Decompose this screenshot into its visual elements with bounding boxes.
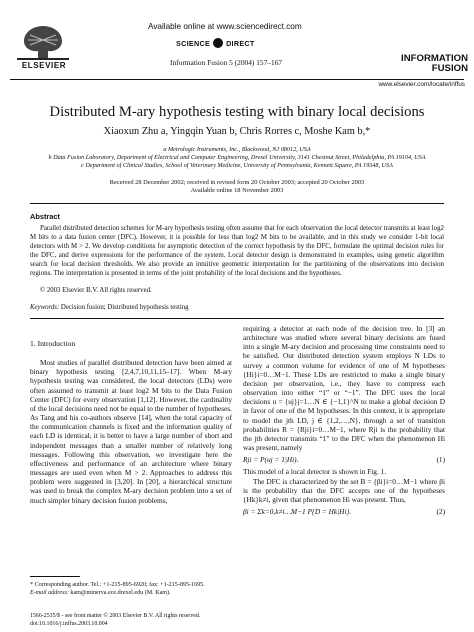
email-address[interactable]: kam@minerva.ece.drexel.edu (M. Kam). bbox=[70, 590, 171, 596]
abstract-text: Parallel distributed detection schemes for M-ary hypothesis testing often assume that for each observation the local detector transmits at least log2 M bits to a data fusion center (DFC). However, it is possible for less than log2 M bits to be available, and in this study we consider 1-bit local detectors with M > 2. We develop conditions for asymptotic detection of the correct hypothesis by the DFC, formulate the optimal decision rules for the DFC, and derive expressions for the performance of the system. Local detector design is demonstrated in examples, using genetic algorithm search for local decision thresholds. We also provide an intuitive geometric interpretation for the partitioning of the observations into decision regions. The interpretation is presented in terms of the joint probability of the local decisions and the hypotheses. bbox=[30, 225, 444, 278]
footnote bbox=[30, 581, 232, 597]
keywords-label: Keywords: bbox=[30, 304, 60, 311]
equation-1-body: Rji = P(uj = 1|Hi). bbox=[243, 455, 299, 465]
online-date: Available online 18 November 2003 bbox=[190, 187, 284, 194]
received-dates: Received 28 December 2002; received in revised form 20 October 2003; accepted 20 October 2003 bbox=[109, 179, 365, 186]
keywords-text: Decision fusion; Distributed hypothesis testing bbox=[60, 304, 189, 311]
section-heading: 1. Introduction bbox=[30, 339, 76, 348]
intro-paragraph-left: Most studies of parallel distributed detection have been aimed at binary hypothesis testing [2,4,7,10,11,15–17]. When M-ary hypothesis testing was considered, the local detectors (LDs) were often assumed to transmit at least log2 M bits to the Data Fusion Center (DFC) for every observation [1,12]. However, the cardinality of the local decisions need not be equal to the number of hypotheses. As Tang and his co-authors observe [14], when the total capacity of the communication channels is fixed and the information quality of each LD is identical, it is better to have a large number of short and independent messages than a smaller number of relatively long messages. Following this observation, we investigate here the effectiveness and performance of an architecture where binary messages are used even when M > 2. Approaches to address this problem were suggested in [3,20]. In [20], a hierarchical structure was used to break the complex M-ary decision problem into a set of much simpler binary decision fusion problems, bbox=[30, 358, 232, 505]
intro-paragraph-right-1: requiring a detector at each node of the decision tree. In [3] an architecture was studied where several binary decisions are fused into a single M-ary decision and processing time constraints need to be satisfied. Our distributed detection system employs N LDs to survey a common volume for evidence of one of M hypotheses {Hi}i=0…M−1. These LDs are restricted to make a single binary decision per observation, i.e., they have to compress each observation into either “1” or “−1”. The DFC uses the local decisions u = {uj}j=1…N ∈ {−1,1}^N to make a global decision D in favor of one of the M hypotheses. In this context, it is appropriate to model the jth LD, j ∈ {1,2,…,N}, through a set of transition probabilities R = {Rji}i=0…M−1, where Rji is the probability that the jth detector transmits “1” to the DFC when the phenomenon Hi was present, namely bbox=[243, 324, 445, 453]
equation-1-number: (1) bbox=[436, 455, 445, 465]
sciencedirect-logo bbox=[176, 36, 288, 50]
right-column bbox=[243, 324, 445, 519]
page-footer bbox=[30, 613, 232, 628]
intro-paragraph-right-3: The DFC is characterized by the set B = {βi}i=0…M−1 where βi is the probability that the DFC accepts one of the hypotheses {Hk}k≠i, given that phenomenon Hi was present. Thus, bbox=[243, 476, 445, 504]
sd-right-text: DIRECT bbox=[226, 38, 255, 48]
equation-2 bbox=[243, 507, 445, 516]
keywords bbox=[30, 304, 189, 311]
journal-url[interactable]: www.elsevier.com/locate/inffus bbox=[378, 81, 465, 88]
affiliation-a: a Metrologic Instruments, Inc., Blackwood, NJ 08012, USA bbox=[163, 146, 311, 153]
affiliation-c: c Department of Clinical Studies, School of Veterinary Medicine, University of Pennsylvania, Kennett Square, PA 19348, USA bbox=[81, 162, 393, 169]
corresponding-author: * Corresponding author. Tel.: +1-215-895-6920; fax: +1-215-895-1695. bbox=[30, 582, 205, 588]
issn-line: 1566-2535/$ - see front matter © 2003 Elsevier B.V. All rights reserved. bbox=[30, 613, 201, 619]
author-list: Xiaoxun Zhu a, Yingqin Yuan b, Chris Rorres c, Moshe Kam b,* bbox=[103, 126, 371, 137]
equation-1 bbox=[243, 455, 445, 464]
journal-brand bbox=[388, 54, 468, 74]
equation-2-body: βi = Σk=0,k≠i…M−1 P{D = Hk|Hi}. bbox=[243, 506, 352, 516]
sd-left-text: SCIENCE bbox=[176, 38, 211, 48]
sciencedirect-dot-icon bbox=[213, 38, 223, 48]
available-online: Available online at www.sciencedirect.com bbox=[148, 22, 302, 31]
email-line bbox=[30, 589, 232, 597]
paper-title: Distributed M-ary hypothesis testing with binary local decisions bbox=[49, 104, 425, 120]
journal-citation: Information Fusion 5 (2004) 157–167 bbox=[170, 58, 283, 67]
equation-2-number: (2) bbox=[436, 506, 445, 516]
header-rule bbox=[10, 79, 464, 80]
brand-line-2: FUSION bbox=[431, 63, 468, 74]
doi-line[interactable]: doi:10.1016/j.inffus.2003.10.004 bbox=[30, 620, 108, 627]
abstract-heading: Abstract bbox=[30, 212, 60, 221]
email-label: E-mail address: bbox=[30, 590, 69, 596]
abstract-copyright: © 2003 Elsevier B.V. All rights reserved. bbox=[40, 287, 152, 294]
abstract-bottom-rule bbox=[30, 318, 444, 319]
publisher-name: ELSEVIER bbox=[21, 61, 67, 70]
elsevier-tree-logo bbox=[14, 20, 72, 62]
affiliation-b: b Data Fusion Laboratory, Department of Electrical and Computer Engineering, Drexel University, 3141 Chestnut Street, Philadelphia, PA 19104, USA bbox=[48, 154, 426, 161]
left-column bbox=[30, 339, 232, 505]
intro-paragraph-right-2: This model of a local detector is shown in Fig. 1. bbox=[243, 467, 387, 477]
footnote-rule bbox=[30, 576, 80, 577]
abstract-top-rule bbox=[30, 203, 444, 204]
brand-line-1: INFORMATION bbox=[401, 53, 468, 64]
